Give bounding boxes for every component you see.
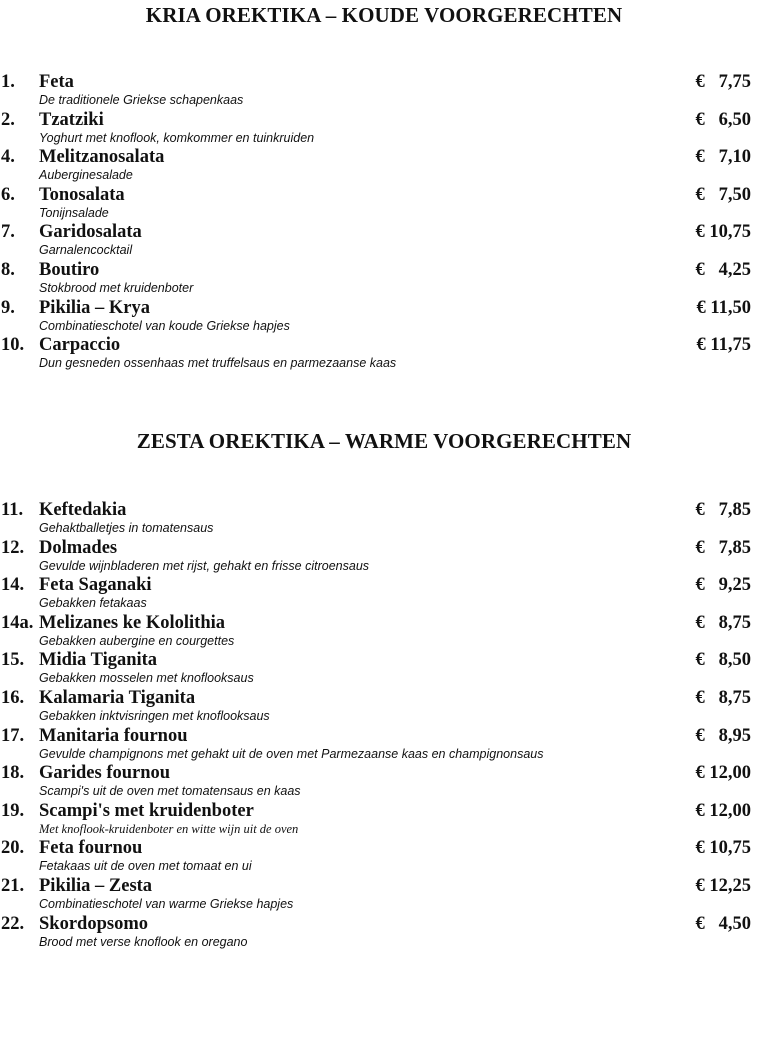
item-price: € 7,85 [695, 500, 751, 520]
item-number: 10. [1, 335, 25, 356]
item-name: Boutiro [39, 259, 100, 280]
menu-item [0, 297, 768, 335]
item-number: 2. [1, 109, 15, 130]
item-price: € 8,75 [695, 687, 751, 708]
menu-item [0, 762, 768, 800]
item-number: 18. [1, 763, 25, 784]
item-name: Dolmades [39, 537, 118, 558]
item-price: € 6,50 [695, 109, 751, 130]
item-description: Gebakken aubergine en courgettes [39, 633, 235, 648]
menu-item [0, 71, 768, 109]
item-name: Melitzanosalata [39, 147, 165, 168]
item-description: Combinatieschotel van warme Griekse hapjes [39, 896, 294, 911]
item-price: € 12,00 [695, 763, 751, 784]
item-price: € 9,25 [695, 575, 751, 596]
menu-item [0, 913, 768, 951]
menu-item [0, 259, 768, 297]
menu-item [0, 687, 768, 725]
item-price: € 10,75 [695, 838, 751, 859]
item-name: Kalamaria Tiganita [39, 687, 196, 708]
item-price: € 7,85 [695, 537, 751, 558]
menu-item [0, 875, 768, 913]
item-price: € 11,50 [696, 297, 751, 318]
item-number: 17. [1, 725, 25, 746]
menu-item [0, 725, 768, 763]
item-name: Melizanes ke Kololithia [39, 612, 226, 633]
menu-item [0, 334, 768, 372]
item-number: 19. [1, 800, 25, 821]
item-number: 14a. [1, 612, 34, 633]
item-number: 14. [1, 575, 25, 596]
item-name: Carpaccio [39, 335, 121, 356]
item-description: Gebakken fetakaas [39, 596, 147, 611]
item-number: 6. [1, 184, 15, 205]
item-name: Garidosalata [39, 222, 142, 243]
item-name: Feta fournou [39, 838, 143, 859]
section-title-cold-starters: KRIA OREKTIKA – KOUDE VOORGERECHTEN [145, 3, 623, 27]
item-description: Auberginesalade [39, 168, 133, 183]
item-number: 16. [1, 687, 25, 708]
item-price: € 8,95 [695, 725, 751, 746]
item-name: Tonosalata [39, 184, 125, 205]
item-number: 4. [1, 147, 15, 168]
item-name: Tzatziki [39, 109, 104, 130]
item-name: Feta [39, 72, 74, 92]
menu-item [0, 184, 768, 222]
menu-item [0, 649, 768, 687]
item-name: Garides fournou [39, 763, 171, 784]
item-description: Gebakken inktvisringen met knoflooksaus [39, 708, 270, 723]
menu-item [0, 574, 768, 612]
item-name: Pikilia – Krya [39, 297, 150, 318]
section-title-warm-starters: ZESTA OREKTIKA – WARME VOORGERECHTEN [136, 429, 632, 453]
item-description: Combinatieschotel van koude Griekse hapjes [39, 318, 290, 333]
item-price: € 12,00 [695, 800, 751, 821]
item-description: Met knoflook-kruidenboter en witte wijn uit de oven [39, 821, 299, 836]
item-number: 8. [1, 259, 15, 280]
item-number: 1. [1, 72, 15, 92]
item-description: Gehaktballetjes in tomatensaus [39, 521, 214, 535]
item-description: Tonijnsalade [39, 205, 109, 220]
item-number: 15. [1, 650, 25, 671]
item-price: € 7,75 [695, 72, 751, 92]
menu-item [0, 612, 768, 650]
item-number: 9. [1, 297, 15, 318]
item-number: 12. [1, 537, 25, 558]
item-number: 21. [1, 875, 25, 896]
item-description: Dun gesneden ossenhaas met truffelsaus en parmezaanse kaas [39, 356, 397, 371]
menu-item [0, 109, 768, 147]
item-description: Stokbrood met kruidenboter [39, 280, 194, 295]
item-number: 20. [1, 838, 25, 859]
menu-item [0, 800, 768, 838]
item-price: € 7,10 [695, 147, 751, 168]
item-name: Pikilia – Zesta [39, 875, 153, 896]
item-name: Scampi's met kruidenboter [39, 800, 254, 821]
item-description: Fetakaas uit de oven met tomaat en ui [39, 859, 252, 874]
item-name: Midia Tiganita [39, 650, 158, 671]
item-description: Garnalencocktail [39, 243, 133, 258]
warm-starters-list [0, 499, 768, 950]
cold-starters-list [0, 71, 768, 372]
menu-item [0, 537, 768, 575]
item-price: € 10,75 [695, 222, 751, 243]
menu-item [0, 499, 768, 537]
item-price: € 8,50 [695, 650, 751, 671]
item-description: Scampi's uit de oven met tomatensaus en kaas [39, 784, 301, 799]
item-description: Brood met verse knoflook en oregano [39, 934, 248, 949]
item-description: Gevulde champignons met gehakt uit de oven met Parmezaanse kaas en champignonsaus [39, 746, 544, 761]
item-price: € 4,50 [695, 913, 751, 934]
item-number: 7. [1, 222, 15, 243]
item-description: Yoghurt met knoflook, komkommer en tuinkruiden [39, 130, 315, 145]
menu-item [0, 221, 768, 259]
item-price: € 7,50 [695, 184, 751, 205]
item-price: € 4,25 [695, 259, 751, 280]
item-description: Gebakken mosselen met knoflooksaus [39, 671, 254, 686]
item-number: 11. [1, 500, 24, 520]
item-description: Gevulde wijnbladeren met rijst, gehakt en frisse citroensaus [39, 558, 370, 573]
menu-item [0, 146, 768, 184]
item-name: Keftedakia [39, 500, 127, 520]
menu-item [0, 837, 768, 875]
item-name: Skordopsomo [39, 913, 148, 934]
item-price: € 12,25 [695, 875, 751, 896]
item-price: € 11,75 [696, 335, 751, 356]
item-number: 22. [1, 913, 25, 934]
item-name: Manitaria fournou [39, 725, 188, 746]
item-name: Feta Saganaki [39, 575, 152, 596]
item-description: De traditionele Griekse schapenkaas [39, 93, 244, 107]
item-price: € 8,75 [695, 612, 751, 633]
